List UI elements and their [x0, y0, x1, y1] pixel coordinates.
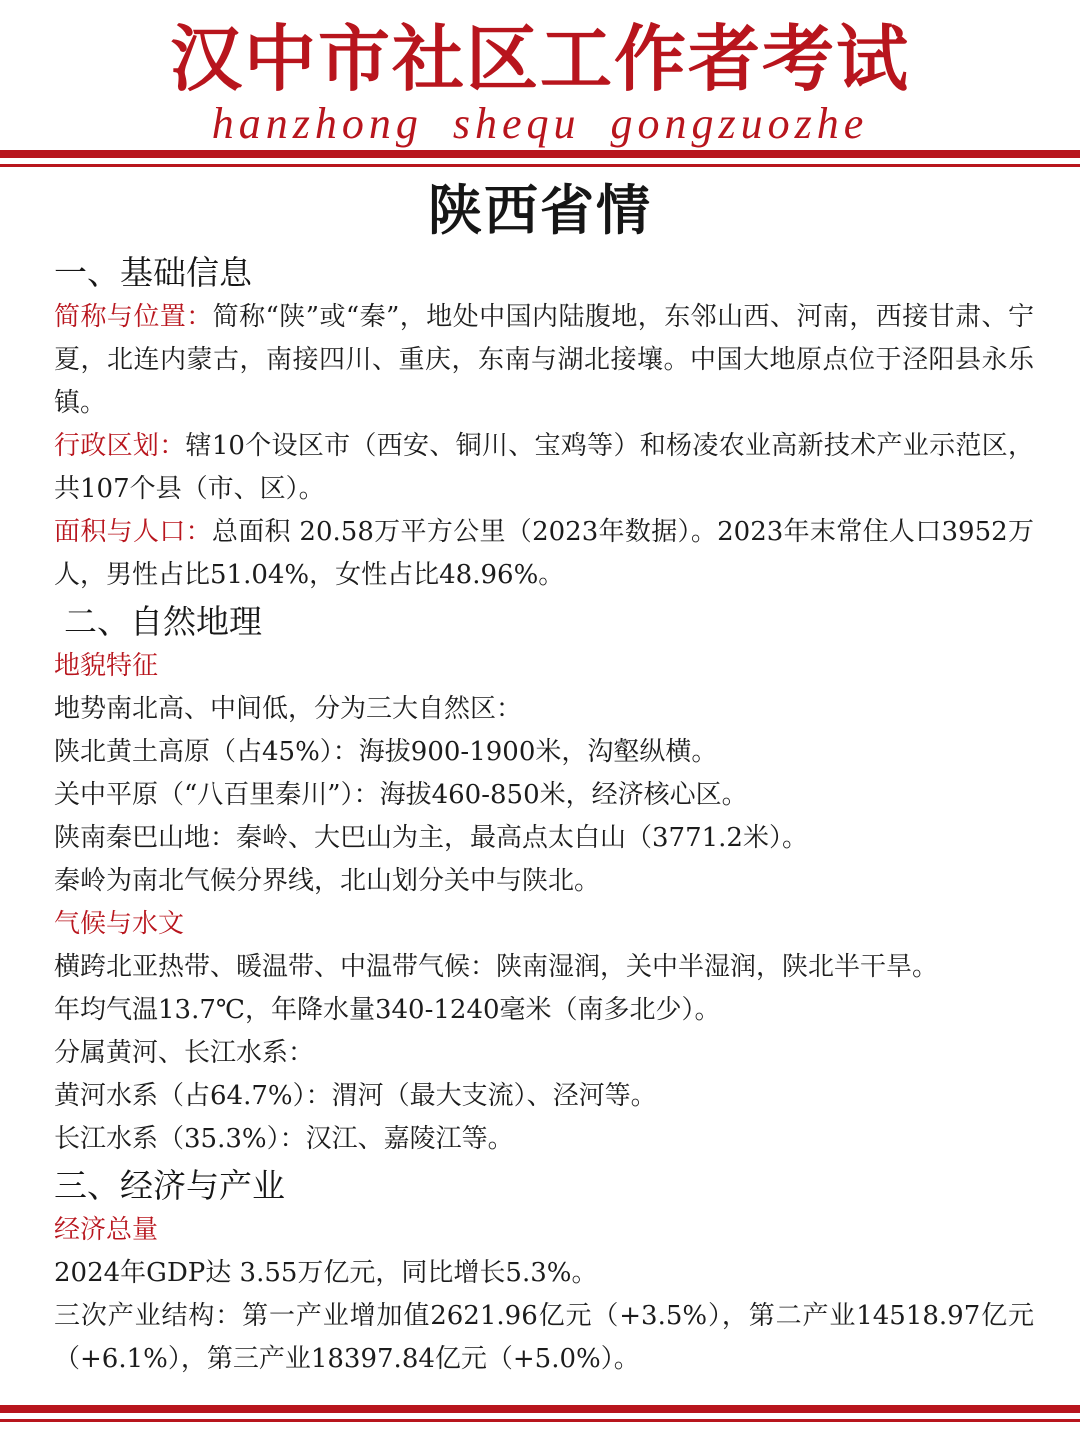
- paragraph-area-population: [54, 511, 1034, 597]
- header-pinyin: hanzhong shequ gongzuozhe: [211, 99, 869, 148]
- header-title: 汉中市社区工作者考试: [169, 17, 910, 101]
- paragraph-text: 辖10个设区市（西安、铜川、宝鸡等）和杨凌农业高新技术产业示范区，共107个县（市、区）。: [54, 431, 1034, 504]
- footer-divider-thick: [0, 1405, 1080, 1413]
- paragraph-text: 简称“陕”或“秦”，地处中国内陆腹地，东邻山西、河南，西接甘肃、宁夏，北连内蒙古，南接四川、重庆，东南与湖北接壤。中国大地原点位于泾阳县永乐镇。: [54, 302, 1034, 418]
- paragraph-label: 面积与人口：: [54, 517, 212, 547]
- header-divider-thick: [0, 150, 1080, 158]
- list-item: 黄河水系（占64.7%）：渭河（最大支流）、泾河等。: [54, 1081, 657, 1111]
- list-item: 秦岭为南北气候分界线，北山划分关中与陕北。: [54, 866, 601, 896]
- document-body: [54, 248, 1034, 1381]
- list-item: 分属黄河、长江水系：: [54, 1038, 315, 1068]
- paragraph-text: 总面积 20.58万平方公里（2023年数据）。2023年末常住人口3952万人，男性占比51.04%，女性占比48.96%。: [54, 517, 1034, 590]
- paragraph-administrative-division: [54, 425, 1034, 511]
- paragraph-name-location: [54, 296, 1034, 425]
- list-item: 关中平原（“八百里秦川”）：海拔460-850米，经济核心区。: [54, 780, 748, 810]
- list-item: 地势南北高、中间低，分为三大自然区：: [54, 694, 523, 724]
- subsection-title-climate-hydrology: 气候与水文: [54, 909, 185, 939]
- list-item: 年均气温13.7℃，年降水量340-1240毫米（南多北少）。: [54, 995, 721, 1025]
- list-item: 陕北黄土高原（占45%）：海拔900-1900米，沟壑纵横。: [54, 737, 718, 767]
- list-item: 2024年GDP达 3.55万亿元，同比增长5.3%。: [54, 1258, 598, 1288]
- section-heading-natural-geography: 二、自然地理: [64, 602, 262, 641]
- header-divider-thin: [0, 164, 1080, 167]
- list-item: 长江水系（35.3%）：汉江、嘉陵江等。: [54, 1124, 514, 1154]
- paragraph-label: 行政区划：: [54, 431, 186, 461]
- section-heading-basic-info: 一、基础信息: [54, 253, 252, 292]
- list-item: 陕南秦巴山地：秦岭、大巴山为主，最高点太白山（3771.2米）。: [54, 823, 808, 853]
- section-heading-economy-industry: 三、经济与产业: [54, 1166, 285, 1205]
- footer-divider-thin: [0, 1419, 1080, 1422]
- subsection-title-economic-total: 经济总量: [54, 1215, 159, 1245]
- document-title: 陕西省情: [428, 179, 652, 242]
- list-item: 横跨北亚热带、暖温带、中温带气候：陕南湿润，关中半湿润，陕北半干旱。: [54, 952, 939, 982]
- subsection-title-landform: 地貌特征: [54, 651, 159, 681]
- paragraph-industry-structure: 三次产业结构：第一产业增加值2621.96亿元（+3.5%），第二产业14518.97亿元（+6.1%），第三产业18397.84亿元（+5.0%）。: [54, 1301, 1034, 1374]
- paragraph-label: 简称与位置：: [54, 302, 213, 332]
